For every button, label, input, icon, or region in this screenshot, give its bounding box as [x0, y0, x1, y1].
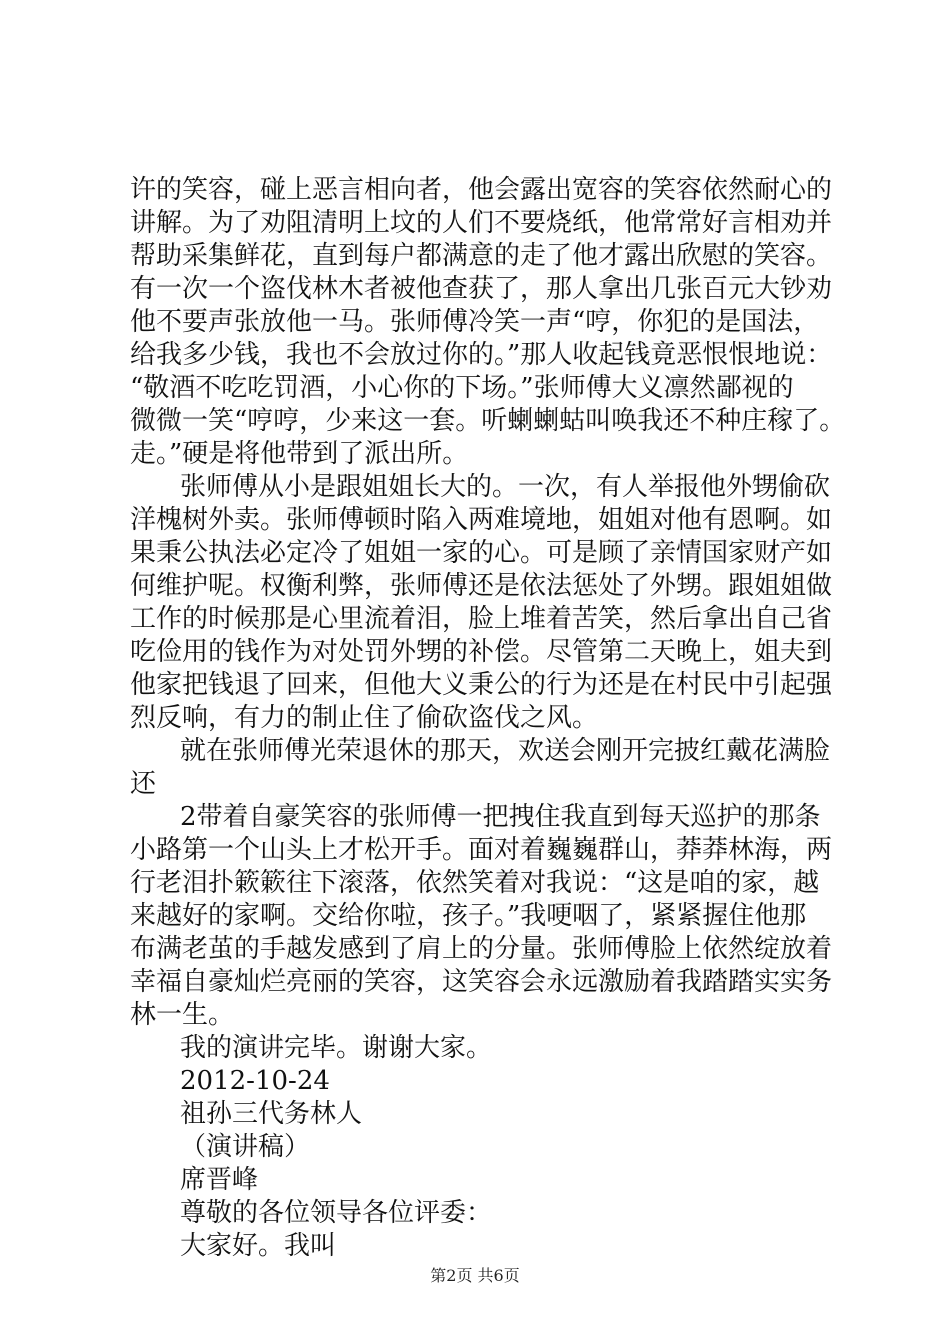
text-line: 他不要声张放他一马。张师傅冷笑一声“哼，你犯的是国法， — [130, 307, 820, 337]
text-line: 工作的时候那是心里流着泪，脸上堆着苦笑，然后拿出自己省 — [130, 604, 833, 634]
text-line: 小路第一个山头上才松开手。面对着巍巍群山，莽莽林海，两 — [130, 835, 833, 865]
subtitle-line: （演讲稿） — [180, 1132, 311, 1162]
text-line: 还 — [130, 769, 157, 799]
author-line: 席晋峰 — [180, 1165, 259, 1195]
text-line: 走。”硬是将他带到了派出所。 — [130, 439, 469, 469]
text-line: 他家把钱退了回来，但他大义秉公的行为还是在村民中引起强 — [130, 670, 833, 700]
text-line: “敬酒不吃吃罚酒，小心你的下场。”张师傅大义凛然鄙视的 — [130, 373, 794, 403]
title-line: 祖孙三代务林人 — [180, 1099, 363, 1129]
text-line: 林一生。 — [130, 1000, 235, 1030]
text-line: 来越好的家啊。交给你啦，孩子。”我哽咽了，紧紧握住他那 — [130, 901, 807, 931]
text-line: 果秉公执法必定冷了姐姐一家的心。可是顾了亲情国家财产如 — [130, 538, 833, 568]
page-number-footer: 第2页 共6页 — [430, 1266, 520, 1285]
text-line: 洋槐树外卖。张师傅顿时陷入两难境地，姐姐对他有恩啊。如 — [130, 505, 833, 535]
text-line: 吃俭用的钱作为对处罚外甥的补偿。尽管第二天晚上，姐夫到 — [130, 637, 833, 667]
paragraph-start-line: 就在张师傅光荣退休的那天，欢送会刚开完披红戴花满脸 — [180, 736, 831, 766]
text-line: 幸福自豪灿烂亮丽的笑容，这笑容会永远激励着我踏踏实实务 — [130, 967, 833, 997]
text-line: 何维护呢。权衡利弊，张师傅还是依法惩处了外甥。跟姐姐做 — [130, 571, 833, 601]
paragraph-start-line: 2带着自豪笑容的张师傅一把拽住我直到每天巡护的那条 — [180, 802, 821, 832]
text-line: 许的笑容，碰上恶言相向者，他会露出宽容的笑容依然耐心的 — [130, 175, 833, 205]
text-line: 讲解。为了劝阻清明上坟的人们不要烧纸，他常常好言相劝并 — [130, 208, 833, 238]
text-line: 给我多少钱，我也不会放过你的。”那人收起钱竟恶恨恨地说： — [130, 340, 833, 370]
salutation-line: 尊敬的各位领导各位评委： — [180, 1198, 493, 1228]
closing-line: 我的演讲完毕。谢谢大家。 — [180, 1033, 493, 1063]
text-line: 微微一笑“哼哼，少来这一套。听蝲蝲蛄叫唤我还不种庄稼了。 — [130, 406, 846, 436]
text-line: 行老泪扑簌簌往下滚落，依然笑着对我说：“这是咱的家，越 — [130, 868, 820, 898]
text-line: 帮助采集鲜花，直到每户都满意的走了他才露出欣慰的笑容。 — [130, 241, 833, 271]
date-line: 2012-10-24 — [180, 1066, 330, 1096]
paragraph-start-line: 张师傅从小是跟姐姐长大的。一次，有人举报他外甥偷砍 — [180, 472, 831, 502]
greeting-line: 大家好。我叫 — [180, 1231, 337, 1261]
text-line: 有一次一个盗伐林木者被他查获了，那人拿出几张百元大钞劝 — [130, 274, 833, 304]
text-line: 布满老茧的手越发感到了肩上的分量。张师傅脸上依然绽放着 — [130, 934, 833, 964]
text-line: 烈反响，有力的制止住了偷砍盗伐之风。 — [130, 703, 599, 733]
